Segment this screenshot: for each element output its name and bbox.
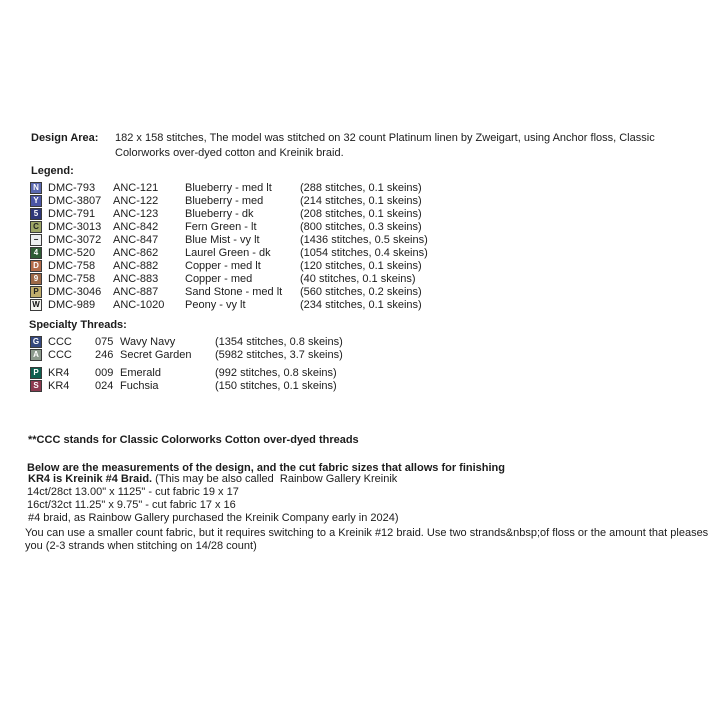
stitch-symbol-swatch: G (30, 336, 42, 348)
thread-color-name: Laurel Green - dk (185, 246, 271, 259)
thread-color-name: Emerald (120, 366, 161, 379)
thread-color-name: Copper - med (185, 272, 253, 285)
measurements-heading: Below are the measurements of the design, and the cut fabric sizes that allows for finishing (27, 462, 505, 474)
dmc-code: DMC-3046 (48, 285, 102, 298)
dmc-code: DMC-520 (48, 246, 96, 259)
thread-color-name: Sand Stone - med lt (185, 285, 283, 298)
thread-color-name: Peony - vy lt (185, 298, 246, 311)
specialty-table (30, 335, 343, 392)
dmc-code: DMC-758 (48, 259, 96, 272)
legend-row (30, 259, 428, 272)
stitch-symbol-swatch: 5 (30, 208, 42, 220)
dmc-code: DMC-793 (48, 181, 96, 194)
anchor-code: ANC-842 (113, 220, 159, 233)
thread-brand: CCC (48, 335, 72, 348)
legend-row (30, 220, 428, 233)
stitch-symbol-swatch: − (30, 234, 42, 246)
anchor-code: ANC-882 (113, 259, 159, 272)
specialty-threads-heading: Specialty Threads: (29, 319, 127, 331)
stitch-symbol-swatch: A (30, 349, 42, 361)
stitch-usage: (208 stitches, 0.1 skeins) (300, 207, 422, 220)
thread-color-name: Blueberry - med (185, 194, 264, 207)
anchor-code: ANC-121 (113, 181, 159, 194)
measurements-lines (27, 486, 239, 512)
legend-row (30, 181, 428, 194)
stitch-usage: (1354 stitches, 0.8 skeins) (215, 335, 343, 348)
thread-color-name: Wavy Navy (120, 335, 176, 348)
thread-brand: KR4 (48, 366, 70, 379)
stitch-usage: (1436 stitches, 0.5 skeins) (300, 233, 428, 246)
thread-code: 246 (95, 348, 114, 361)
legend-table (30, 181, 428, 311)
stitch-symbol-swatch: C (30, 221, 42, 233)
thread-color-name: Fern Green - lt (185, 220, 257, 233)
stitch-usage: (992 stitches, 0.8 skeins) (215, 366, 337, 379)
thread-code: 024 (95, 379, 114, 392)
stitch-usage: (5982 stitches, 3.7 skeins) (215, 348, 343, 361)
design-area-text: 182 x 158 stitches, The model was stitched on 32 count Platinum linen by Zweigart, using Anchor floss, Classic Colorworks over-dyed cotton and Kreinik braid. (115, 132, 655, 159)
legend-row (30, 298, 428, 311)
dmc-code: DMC-3013 (48, 220, 102, 233)
thread-brand: KR4 (48, 379, 70, 392)
stitch-usage: (288 stitches, 0.1 skeins) (300, 181, 422, 194)
legend-row (30, 207, 428, 220)
note-kr4-rest: (This may be also called Rainbow Gallery Kreinik (152, 473, 398, 485)
note-kr4-bold: KR4 is Kreinik #4 Braid. (28, 473, 153, 485)
stitch-usage: (120 stitches, 0.1 skeins) (300, 259, 422, 272)
thread-color-name: Fuchsia (120, 379, 159, 392)
stitch-symbol-swatch: D (30, 260, 42, 272)
note-ccc-line: **CCC stands for Classic Colorworks Cotton over-dyed threads (28, 434, 359, 446)
stitch-usage: (150 stitches, 0.1 skeins) (215, 379, 337, 392)
measurement-line-16ct: 16ct/32ct 11.25" x 9.75" - cut fabric 17 x 16 (27, 499, 236, 511)
legend-row (30, 246, 428, 259)
stitch-usage: (214 stitches, 0.1 skeins) (300, 194, 422, 207)
dmc-code: DMC-989 (48, 298, 96, 311)
stitch-usage: (800 stitches, 0.3 skeins) (300, 220, 422, 233)
stitch-symbol-swatch: Y (30, 195, 42, 207)
stitch-symbol-swatch: S (30, 380, 42, 392)
specialty-thread-row (30, 348, 343, 361)
design-area-section (31, 131, 705, 161)
anchor-code: ANC-122 (113, 194, 159, 207)
footer-note: You can use a smaller count fabric, but it requires switching to a Kreinik #12 braid. Use two strands&nbsp;of floss or the amount that pleases you (2-3 strands when stitching on 14/28 count) (25, 527, 709, 552)
anchor-code: ANC-862 (113, 246, 159, 259)
legend-row (30, 233, 428, 246)
stitch-symbol-swatch: P (30, 367, 42, 379)
measurement-line-14ct: 14ct/28ct 13.00" x 1125" - cut fabric 19 x 17 (27, 486, 239, 498)
thread-brand: CCC (48, 348, 72, 361)
thread-code: 009 (95, 366, 114, 379)
specialty-thread-row (30, 335, 343, 348)
dmc-code: DMC-3807 (48, 194, 102, 207)
anchor-code: ANC-847 (113, 233, 159, 246)
anchor-code: ANC-887 (113, 285, 159, 298)
stitch-usage: (234 stitches, 0.1 skeins) (300, 298, 422, 311)
stitch-symbol-swatch: W (30, 299, 42, 311)
anchor-code: ANC-883 (113, 272, 159, 285)
thread-color-name: Secret Garden (120, 348, 192, 361)
stitch-symbol-swatch: 9 (30, 273, 42, 285)
dmc-code: DMC-791 (48, 207, 96, 220)
specialty-thread-row (30, 366, 343, 379)
legend-row (30, 194, 428, 207)
dmc-code: DMC-3072 (48, 233, 102, 246)
anchor-code: ANC-123 (113, 207, 159, 220)
dmc-code: DMC-758 (48, 272, 96, 285)
thread-color-name: Copper - med lt (185, 259, 261, 272)
stitch-symbol-swatch: P (30, 286, 42, 298)
design-area-label: Design Area: (31, 132, 99, 144)
specialty-thread-row (30, 379, 343, 392)
thread-color-name: Blueberry - dk (185, 207, 254, 220)
thread-color-name: Blue Mist - vy lt (185, 233, 260, 246)
legend-row (30, 285, 428, 298)
stitch-symbol-swatch: N (30, 182, 42, 194)
stitch-usage: (560 stitches, 0.2 skeins) (300, 285, 422, 298)
anchor-code: ANC-1020 (113, 298, 165, 311)
stitch-usage: (40 stitches, 0.1 skeins) (300, 272, 416, 285)
thread-code: 075 (95, 335, 114, 348)
stitch-symbol-swatch: 4 (30, 247, 42, 259)
legend-heading: Legend: (31, 165, 74, 177)
legend-row (30, 272, 428, 285)
note-braid-line: #4 braid, as Rainbow Gallery purchased the Kreinik Company early in 2024) (28, 512, 399, 524)
thread-color-name: Blueberry - med lt (185, 181, 272, 194)
stitch-usage: (1054 stitches, 0.4 skeins) (300, 246, 428, 259)
